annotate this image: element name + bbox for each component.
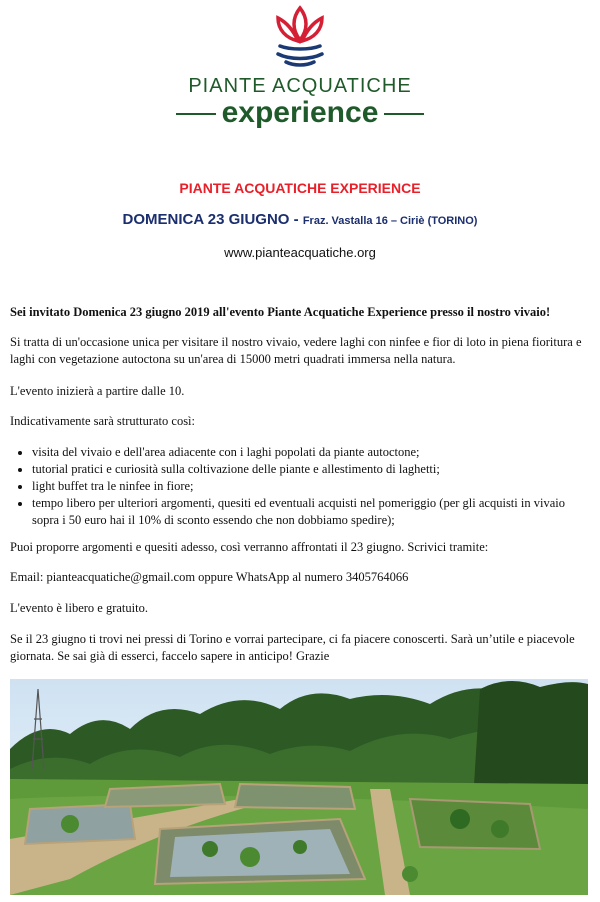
start-text: L'evento inizierà a partire dalle 10. (10, 384, 185, 398)
date-separator: - (289, 211, 303, 228)
logo-line2: experience (221, 96, 379, 129)
logo-rule-left (176, 113, 216, 115)
logo-line1: PIANTE ACQUATICHE (188, 75, 412, 97)
contact-text: Email: pianteacquatiche@gmail.com oppure WhatsApp al numero 3405764066 (10, 570, 409, 584)
logo-rule-right (384, 113, 424, 115)
lotus-icon (272, 4, 328, 72)
nursery-landscape-image (10, 679, 588, 895)
agenda-list-wrap (10, 444, 595, 529)
closing-text: Se il 23 giugno ti trovi nei pressi di Torino e vorrai partecipare, ci fa piacere conoscerti. Sarà un’utile e piacevole giornata. Se sai già di esserci, faccelo sapere in anticipo! Grazie (10, 632, 575, 663)
free-text: L'evento è libero e gratuito. (10, 601, 148, 615)
event-date-line (0, 211, 600, 229)
list-item: • visita del vivaio e dell'area adiacente con i laghi popolati da piante autoctone; (32, 444, 595, 461)
invite-text: Sei invitato Domenica 23 giugno 2019 all'evento Piante Acquatiche Experience presso il nostro vivaio! (10, 305, 551, 319)
nursery-photo (10, 679, 588, 895)
propose-text: Puoi proporre argomenti e quesiti adesso, così verranno affrontati il 23 giugno. Scrivici tramite: (10, 540, 489, 554)
event-date: DOMENICA 23 GIUGNO (122, 211, 290, 228)
list-item: • light buffet tra le ninfee in fiore; (32, 478, 595, 495)
website-link[interactable]: www.pianteacquatiche.org (224, 245, 376, 260)
event-place: Fraz. Vastalla 16 – Ciriè (TORINO) (302, 215, 478, 227)
list-item: • tutorial pratici e curiosità sulla coltivazione delle piante e allestimento di laghetti; (32, 461, 595, 478)
list-item: • tempo libero per ulteriori argomenti, quesiti ed eventuali acquisti nel pomeriggio (per gli acquisti in vivaio sopra i 50 euro hai il 10% di sconto essendo che non dobbiamo spedire); (32, 495, 595, 529)
intro-text: Si tratta di un'occasione unica per visitare il nostro vivaio, vedere laghi con ninfee e fior di loto in piena fioritura e laghi con vegetazione autoctona su un'area di 15000 metri quadrati immersa nella natura. (10, 335, 582, 366)
structure-text: Indicativamente sarà strutturato così: (10, 414, 196, 428)
logo (0, 0, 600, 140)
logo-line2-wrap (0, 96, 600, 130)
event-title: PIANTE ACQUATICHE EXPERIENCE (179, 180, 421, 196)
agenda-list (10, 444, 595, 529)
